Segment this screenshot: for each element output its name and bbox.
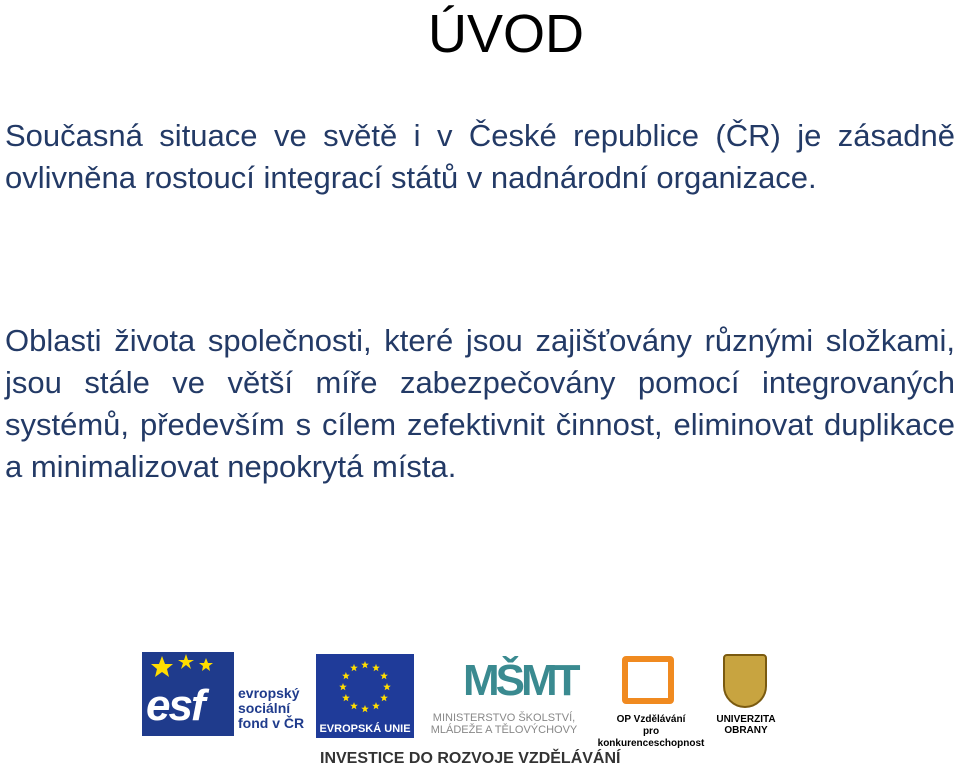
op-line: pro konkurenceschopnost xyxy=(597,726,705,749)
op-vk-logo xyxy=(592,652,710,749)
eu-star xyxy=(342,672,350,679)
eu-star xyxy=(380,672,388,679)
esf-logo-box xyxy=(142,652,234,736)
unob-line: UNIVERZITA xyxy=(716,714,776,725)
eu-star xyxy=(350,702,358,709)
msmt-line: MLÁDEŽE A TĚLOVÝCHOVY xyxy=(430,724,578,736)
eu-star xyxy=(361,705,369,712)
eu-star xyxy=(372,702,380,709)
esf-logo xyxy=(142,652,307,742)
unob-logo-text xyxy=(715,714,777,736)
msmt-logo xyxy=(423,656,585,738)
msmt-line: MINISTERSTVO ŠKOLSTVÍ, xyxy=(432,712,576,724)
eu-star xyxy=(342,694,350,701)
eu-star xyxy=(383,683,391,690)
eu-star xyxy=(372,664,380,671)
paragraph-integration: Oblasti života společnosti, které jsou zajišťovány různými složkami, jsou stále ve větší míře zabezpečovány pomocí integrovaných systémů, především s cílem zefektivnit činnost, eliminovat duplikace a minimalizovat nepokrytá místa. xyxy=(5,323,955,484)
msmt-logo-text xyxy=(423,712,585,736)
esf-line: sociální xyxy=(238,700,291,716)
eu-star xyxy=(380,694,388,701)
eu-flag xyxy=(316,654,414,720)
msmt-mark: MŠMT xyxy=(463,656,577,705)
footer-tagline: INVESTICE DO ROZVOJE VZDĚLÁVÁNÍ xyxy=(320,750,621,767)
op-arrow-icon xyxy=(622,656,674,704)
logo-strip xyxy=(140,652,780,752)
eu-star xyxy=(350,664,358,671)
unob-shield-icon xyxy=(723,654,767,708)
eu-stars-icon xyxy=(316,654,414,720)
eu-label: EVROPSKÁ UNIE xyxy=(316,720,414,738)
esf-line: evropský xyxy=(238,685,300,701)
eu-star xyxy=(361,661,369,668)
unob-logo xyxy=(715,654,777,742)
paragraph-intro: Současná situace ve světě i v České republice (ČR) je zásadně ovlivněna rostoucí integrací států v nadnárodní organizace. xyxy=(5,118,955,195)
eu-logo xyxy=(316,654,414,742)
unob-line: OBRANY xyxy=(724,725,768,736)
op-line: OP Vzdělávání xyxy=(616,714,686,725)
eu-star xyxy=(339,683,347,690)
op-logo-text xyxy=(592,714,710,750)
esf-logo-text xyxy=(238,686,304,731)
esf-line: fond v ČR xyxy=(238,715,305,731)
esf-mark: esf xyxy=(146,681,204,730)
slide-title: ÚVOD xyxy=(427,4,584,64)
